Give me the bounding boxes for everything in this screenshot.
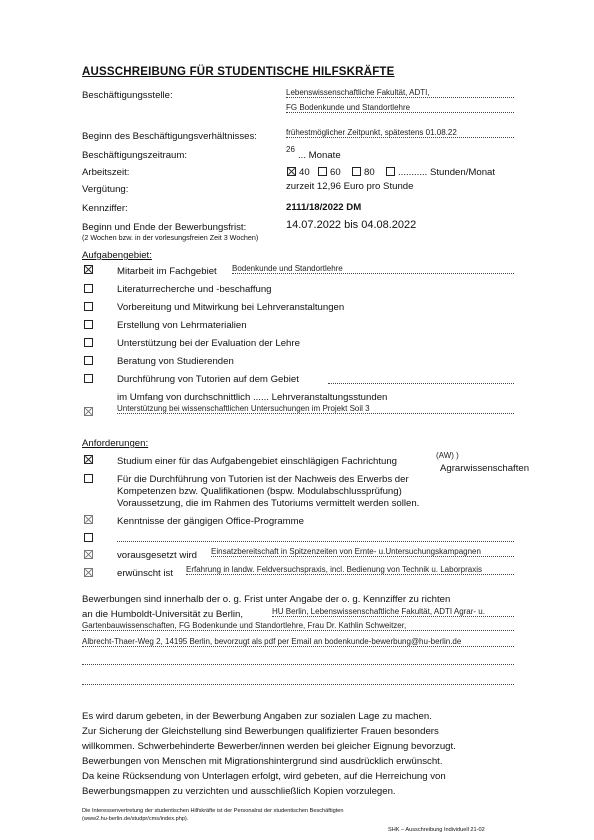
- pay-value: zurzeit 12,96 Euro pro Stunde: [286, 181, 414, 192]
- footer-code: SHK – Ausschreibung Individuell 21-02: [388, 827, 485, 833]
- apply-fill1: HU Berlin, Lebenswissenschaftliche Fakultät, ADTI Agrar- u.: [272, 607, 514, 617]
- task-7-label: Durchführung von Tutorien auf dem Gebiet: [117, 374, 299, 385]
- hours-40-checkbox[interactable]: [287, 167, 296, 176]
- hours-other-checkbox[interactable]: [386, 167, 395, 176]
- task-4-label: Erstellung von Lehrmaterialien: [117, 320, 247, 331]
- apply-blank-line-2: [82, 684, 514, 685]
- employment-place-line1: Lebenswissenschaftliche Fakultät, ADTI,: [286, 88, 514, 98]
- req-tutor-line2: Kompetenzen bzw. Qualifikationen (bspw. Modulabschlussprüfung): [117, 486, 402, 497]
- task-5-checkbox[interactable]: [84, 338, 93, 347]
- task-3-checkbox[interactable]: [84, 302, 93, 311]
- task-other-fill: Unterstützung bei wissenschaftlichen Untersuchungen im Projekt Soil 3: [117, 404, 514, 414]
- task-5-label: Unterstützung bei der Evaluation der Lehre: [117, 338, 300, 349]
- task-1-checkbox[interactable]: [84, 265, 93, 274]
- task-2-checkbox[interactable]: [84, 284, 93, 293]
- notes-line6: Bewerbungsmappen zu verzichten und ausschließlich Kopien vorzulegen.: [82, 786, 396, 797]
- deadline-value: 14.07.2022 bis 04.08.2022: [286, 219, 417, 231]
- req-study-fill-short: (AW) ): [436, 451, 459, 460]
- apply-fill3: Albrecht-Thaer-Weg 2, 14195 Berlin, bevorzugt als pdf per Email an bodenkunde-bewerbung@hu-berlin.de: [82, 637, 514, 647]
- req-office-checkbox[interactable]: [84, 515, 93, 524]
- task-6-label: Beratung von Studierenden: [117, 356, 234, 367]
- apply-line2: an die Humboldt-Universität zu Berlin,: [82, 609, 244, 620]
- apply-fill2: Gartenbauwissenschaften, FG Bodenkunde und Standortlehre, Frau Dr. Kathlin Schweitzer,: [82, 621, 514, 631]
- footer-line2: (www2.hu-berlin.de/studpr/cms/index.php).: [82, 816, 189, 822]
- task-1-fill: Bodenkunde und Standortlehre: [232, 264, 514, 274]
- task-6-checkbox[interactable]: [84, 356, 93, 365]
- deadline-note: (2 Wochen bzw. in der vorlesungsfreien Zeit 3 Wochen): [82, 233, 259, 242]
- hours-80-label: 80: [364, 167, 375, 178]
- req-assumed-fill: Einsatzbereitschaft in Spitzenzeiten von Ernte- u.Untersuchungskampagnen: [211, 547, 514, 557]
- hours-label: Arbeitszeit:: [82, 167, 130, 178]
- period-suffix: ... Monate: [298, 150, 341, 161]
- hours-80-checkbox[interactable]: [352, 167, 361, 176]
- tutor-scope-text: im Umfang von durchschnittlich ...... Lehrveranstaltungsstunden: [117, 392, 388, 403]
- req-office-label: Kenntnisse der gängigen Office-Programme: [117, 516, 305, 527]
- period-value: 26: [286, 145, 295, 154]
- req-study-fill: Agrarwissenschaften: [440, 463, 530, 474]
- req-tutor-line1: Für die Durchführung von Tutorien ist der Nachweis des Erwerbs der: [117, 474, 409, 485]
- req-assumed-label: vorausgesetzt wird: [117, 550, 197, 561]
- hours-60-label: 60: [330, 167, 341, 178]
- tasks-heading: Aufgabengebiet:: [82, 250, 152, 261]
- footer-line1: Die Interessenvertretung der studentischen Hilfskräfte ist der Personalrat der studentischen Beschäftigten: [82, 808, 344, 814]
- req-desired-fill: Erfahrung in landw. Feldversuchspraxis, incl. Bedienung von Technik u. Laborpraxis: [186, 565, 514, 575]
- start-value: frühestmöglicher Zeitpunkt, spätestens 01.08.22: [286, 128, 514, 138]
- requirements-heading: Anforderungen:: [82, 438, 149, 449]
- page-title: AUSSCHREIBUNG FÜR STUDENTISCHE HILFSKRÄFTE: [82, 66, 395, 78]
- req-desired-checkbox[interactable]: [84, 568, 93, 577]
- period-label: Beschäftigungszeitraum:: [82, 150, 188, 161]
- start-label: Beginn des Beschäftigungsverhältnisses:: [82, 131, 257, 142]
- employment-place-line2: FG Bodenkunde und Standortlehre: [286, 103, 514, 113]
- apply-line1: Bewerbungen sind innerhalb der o. g. Frist unter Angabe der o. g. Kennziffer zu richten: [82, 594, 451, 605]
- req-blank-line: [117, 531, 514, 542]
- req-desired-label: erwünscht ist: [117, 568, 173, 579]
- notes-line4: Bewerbungen von Menschen mit Migrationshintergrund sind ausdrücklich erwünscht.: [82, 756, 443, 767]
- ref-label: Kennziffer:: [82, 203, 128, 214]
- notes-line5: Da keine Rücksendung von Unterlagen erfolgt, wird gebeten, auf die Herreichung von: [82, 771, 446, 782]
- task-1-label: Mitarbeit im Fachgebiet: [117, 266, 217, 277]
- req-tutor-checkbox[interactable]: [84, 474, 93, 483]
- task-7-checkbox[interactable]: [84, 374, 93, 383]
- hours-60-checkbox[interactable]: [318, 167, 327, 176]
- ref-value: 2111/18/2022 DM: [286, 202, 362, 213]
- req-tutor-line3: Voraussetzung, die im Rahmen des Tutoriums vermittelt werden sollen.: [117, 498, 420, 509]
- hours-other-label: ........... Stunden/Monat: [398, 167, 496, 178]
- req-blank-checkbox[interactable]: [84, 533, 93, 542]
- task-2-label: Literaturrecherche und -beschaffung: [117, 284, 272, 295]
- notes-line2: Zur Sicherung der Gleichstellung sind Bewerbungen qualifizierter Frauen besonders: [82, 726, 439, 737]
- task-7-fill-line: [328, 373, 514, 384]
- task-4-checkbox[interactable]: [84, 320, 93, 329]
- notes-line3: willkommen. Schwerbehinderte Bewerber/innen werden bei gleicher Eignung bevorzugt.: [82, 741, 456, 752]
- hours-40-label: 40: [299, 167, 310, 178]
- task-other-checkbox[interactable]: [84, 407, 93, 416]
- req-study-label: Studium einer für das Aufgabengebiet einschlägigen Fachrichtung: [117, 456, 398, 467]
- notes-line1: Es wird darum gebeten, in der Bewerbung Angaben zur sozialen Lage zu machen.: [82, 711, 432, 722]
- apply-blank-line-1: [82, 664, 514, 665]
- req-assumed-checkbox[interactable]: [84, 550, 93, 559]
- pay-label: Vergütung:: [82, 184, 129, 195]
- employment-place-label: Beschäftigungsstelle:: [82, 90, 173, 101]
- deadline-label: Beginn und Ende der Bewerbungsfrist:: [82, 222, 247, 233]
- task-3-label: Vorbereitung und Mitwirkung bei Lehrveranstaltungen: [117, 302, 345, 313]
- req-study-checkbox[interactable]: [84, 455, 93, 464]
